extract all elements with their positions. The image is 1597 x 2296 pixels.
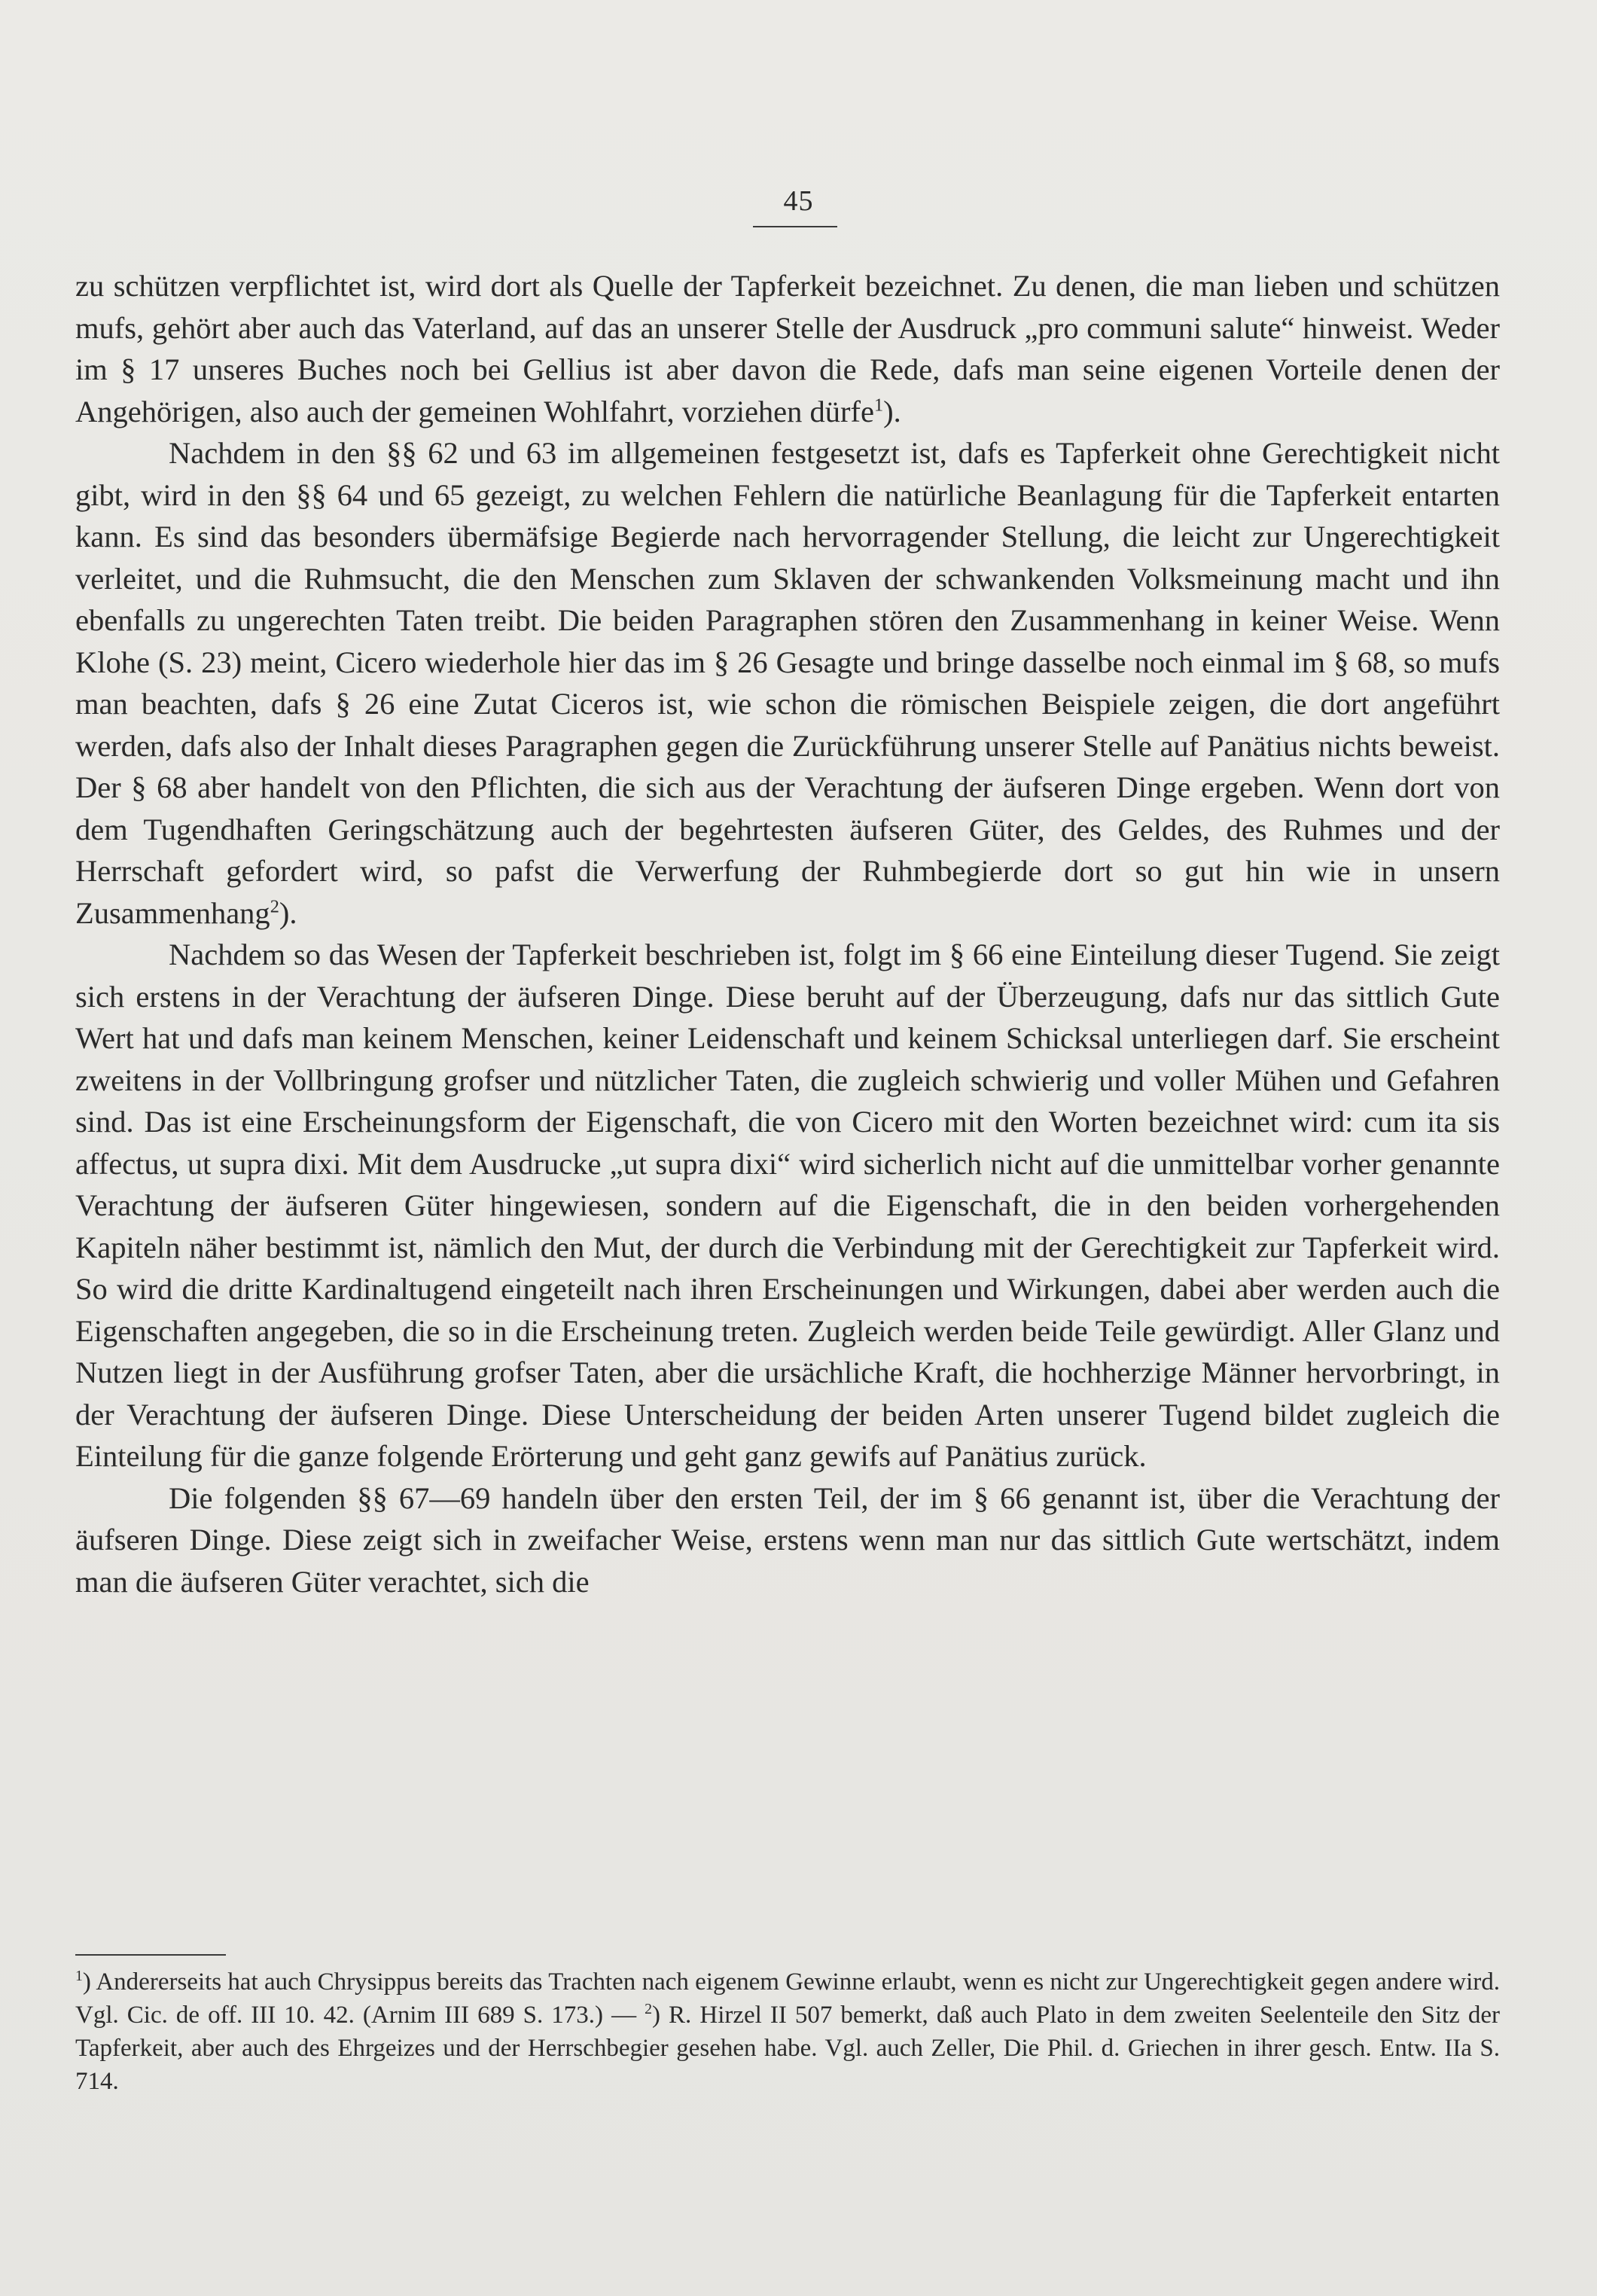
paragraph-tail: ). bbox=[279, 895, 297, 930]
footnote-ref-1: 1 bbox=[873, 395, 884, 415]
paragraph-text: Die folgenden §§ 67—69 handeln über den ersten Teil, der im § 66 genannt ist, über die Verachtung der äufseren Dinge. Diese zeigt sich in zweifacher Weise, erstens wenn man nur das sittlich Gute wertschätzt, indem man die äufseren Güter verachtet, sich die bbox=[75, 1480, 1500, 1599]
page-number: 45 bbox=[783, 185, 814, 217]
footnote-marker-2: 2 bbox=[645, 2001, 653, 2017]
paragraph-text: Nachdem so das Wesen der Tapferkeit beschrieben ist, folgt im § 66 eine Einteilung dieser Tugend. Sie zeigt sich erstens in der Verachtung der äufseren Dinge. Diese beruht auf der Überzeugung, dafs nur das sittlich Gute Wert hat und dafs man keinem Menschen, keiner Leidenschaft und keinem Schicksal unterliegen darf. Sie erscheint zweitens in der Vollbringung grofser und nützlicher Taten, die zugleich schwierig und voller Mühen und Gefahren sind. Das ist eine Erscheinungsform der Eigenschaft, die von Cicero mit den Worten bezeichnet wird: cum ita sis affectus, ut supra dixi. Mit dem Ausdrucke „ut supra dixi“ wird sicherlich nicht auf die unmittelbar vorher genannte Verachtung der äufseren Güter hingewiesen, sondern auf die Eigenschaft, die in den beiden vorhergehenden Kapiteln näher bestimmt ist, nämlich den Mut, der durch die Verbindung mit der Gerechtigkeit zur Tapferkeit wird. So wird die dritte Kardinaltugend eingeteilt nach ihren Erscheinungen und Wirkungen, dabei aber werden auch die Eigenschaften angegeben, die so in die Erscheinung treten. Zugleich werden beide Teile gewürdigt. Aller Glanz und Nutzen liegt in der Ausführung grofser Taten, aber die ursächliche Kraft, die hochherzige Männer hervorbringt, in der Verachtung der äufseren Dinge. Diese Unterscheidung der beiden Arten unserer Tugend bildet zugleich die Einteilung für die ganze folgende Erörterung und geht ganz gewifs auf Panätius zurück. bbox=[75, 938, 1500, 1473]
paragraph-tail: ). bbox=[883, 394, 901, 428]
paragraph-2 bbox=[75, 432, 1500, 934]
footnote-marker-1: 1 bbox=[75, 1968, 83, 1984]
footnote-block bbox=[75, 1965, 1500, 2098]
paragraph-text: Nachdem in den §§ 62 und 63 im allgemeinen festgesetzt ist, dafs es Tapferkeit ohne Gerechtigkeit nicht gibt, wird in den §§ 64 und 65 gezeigt, zu welchen Fehlern die natürliche Beanlagung für die Tapferkeit entarten kann. Es sind das besonders übermäfsige Begierde nach hervorragender Stellung, die leicht zur Ungerechtigkeit verleitet, und die Ruhmsucht, die den Menschen zum Sklaven der schwankenden Volksmeinung macht und ihn ebenfalls zu ungerechten Taten treibt. Die beiden Paragraphen stören den Zusammenhang in keiner Weise. Wenn Klohe (S. 23) meint, Cicero wiederhole hier das im § 26 Gesagte und bringe dasselbe noch einmal im § 68, so mufs man beachten, dafs § 26 eine Zutat Ciceros ist, wie schon die römischen Beispiele zeigen, die dort angeführt werden, dafs also der Inhalt dieses Paragraphen gegen die Zurückführung unserer Stelle auf Panätius nichts beweist. Der § 68 aber handelt von den Pflichten, die sich aus der Verachtung der äufseren Dinge ergeben. Wenn dort von dem Tugendhaften Geringschätzung auch der begehrtesten äufseren Güter, des Geldes, des Ruhmes und der Herrschaft gefordert wird, so pafst die Verwerfung der Ruhmbegierde dort so gut hin wie in unsern Zusammenhang bbox=[75, 436, 1500, 930]
paragraph-1 bbox=[75, 265, 1500, 432]
paragraph-4 bbox=[75, 1477, 1500, 1603]
footnote-rule bbox=[75, 1954, 226, 1956]
footnote-text-2: ) R. Hirzel II 507 bemerkt, daß auch Plato in dem zweiten Seelenteile den Sitz der Tapferkeit, aber auch des Ehrgeizes und der Herrschbegier gesehen habe. Vgl. auch Zeller, Die Phil. d. Griechen in ihrer gesch. Entw. IIa S. 714. bbox=[75, 2002, 1500, 2095]
main-text bbox=[75, 265, 1500, 1602]
footnote-ref-2: 2 bbox=[270, 896, 279, 916]
footnotes bbox=[75, 1965, 1500, 2098]
paragraph-3 bbox=[75, 934, 1500, 1477]
paragraph-text: zu schützen verpflichtet ist, wird dort als Quelle der Tapferkeit bezeichnet. Zu denen, die man lieben und schützen mufs, gehört aber auch das Vaterland, auf das an unserer Stelle der Ausdruck „pro communi salute“ hinweist. Weder im § 17 unseres Buches noch bei Gellius ist aber davon die Rede, dafs man seine eigenen Vorteile denen der Angehörigen, also auch der gemeinen Wohlfahrt, vorziehen dürfe bbox=[75, 269, 1500, 428]
footnote-text-1: ) Andererseits hat auch Chrysippus bereits das Trachten nach eigenem Gewinne erlaubt, wenn es nicht zur Ungerechtigkeit gegen andere wird. Vgl. Cic. de off. III 10. 42. (Arnim III 689 S. 173.) — bbox=[75, 1968, 1500, 2029]
page-number-rule bbox=[753, 226, 837, 227]
